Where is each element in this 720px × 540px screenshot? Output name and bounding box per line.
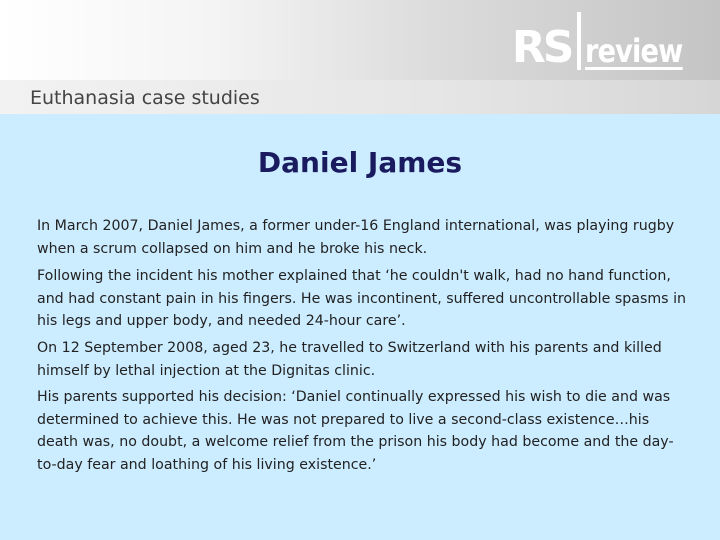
- paragraph-1: In March 2007, Daniel James, a former under-16 England international, was playing rugby when a scrum collapsed on him and he broke his neck.: [37, 218, 675, 257]
- paragraph-2: Following the incident his mother explained that ‘he couldn't walk, had no hand function, and had constant pain in his fingers. He was incontinent, suffered uncontrollable spasms in his legs and upper body, and needed 24-hour care’.: [37, 268, 687, 329]
- logo-divider: [577, 12, 581, 70]
- paragraph-4: His parents supported his decision: ‘Daniel continually expressed his wish to die and was determined to achieve this. He was not prepared to live a second-class existence…his death was, no doubt, a welcome relief from the prison his body had become and the day-to-day fear and loathing of his living existence.’: [37, 389, 674, 473]
- rs-review-logo: [511, 4, 700, 73]
- header-banner: [0, 0, 720, 80]
- section-subtitle: Euthanasia case studies: [30, 87, 260, 109]
- page-title: Daniel James: [257, 146, 463, 179]
- logo-review-text: review: [585, 32, 683, 70]
- logo-rs-text: RS: [511, 22, 572, 73]
- paragraph-3: On 12 September 2008, aged 23, he travelled to Switzerland with his parents and killed himself by lethal injection at the Dignitas clinic.: [37, 340, 662, 379]
